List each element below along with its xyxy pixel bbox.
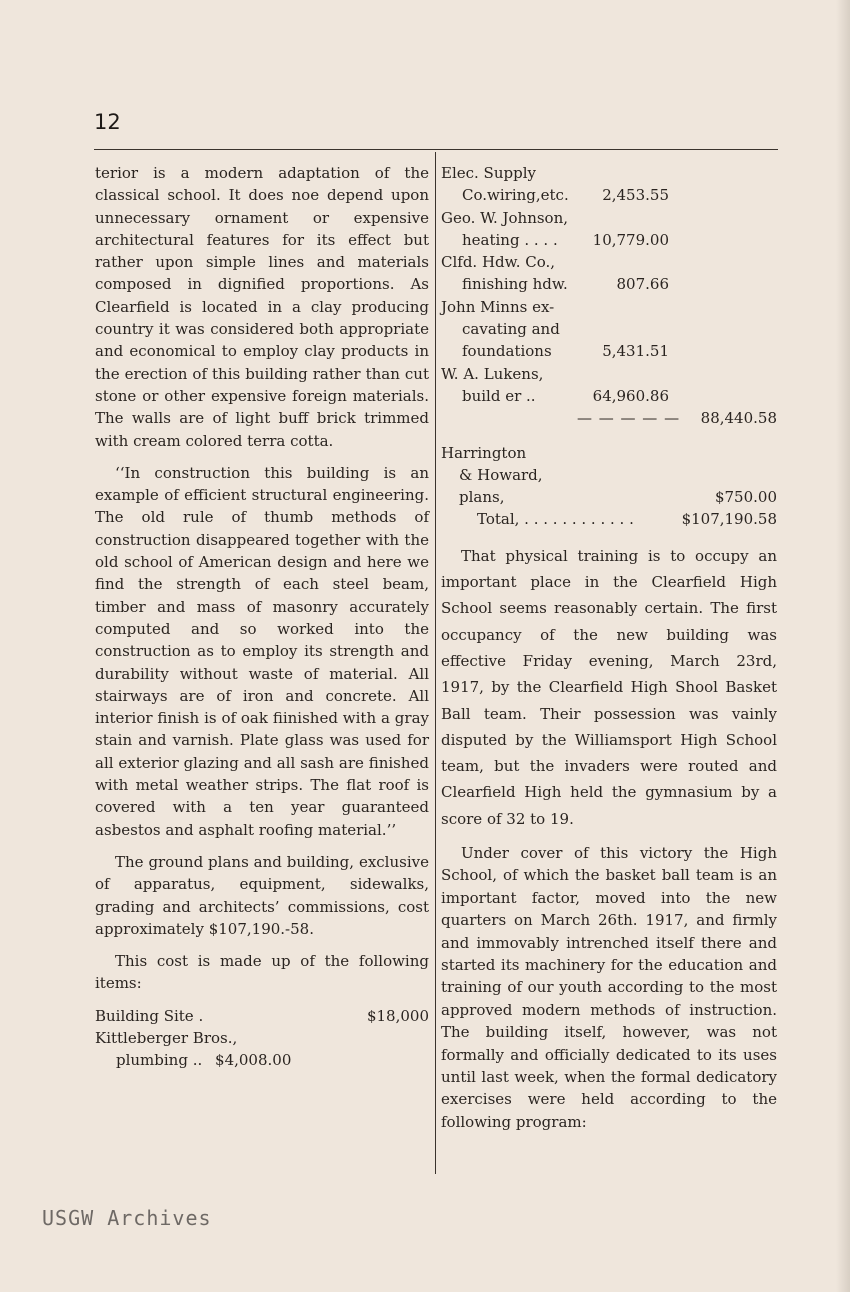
cost-item-amount: $4,008.00 [215, 1051, 292, 1070]
cost-item [95, 1005, 429, 1027]
ledger-row [441, 340, 669, 362]
ledger-amount: 807.66 [616, 275, 669, 294]
paragraph: This cost is made up of the following items: [95, 952, 429, 993]
total-row [441, 508, 777, 530]
ledger-label: finishing hdw. [462, 275, 568, 294]
ledger-line: cavating and [462, 320, 560, 339]
ledger-label: heating . . . . [462, 230, 558, 249]
paragraph: That physical training is to occupy an important place in the Clearfield High School seems reasonably certain. The first occupancy of the new building was effective Friday evening, March 23rd, 1917, by the Clearfield High Shool Basket Ball team. Their possession was vainly disputed by the Williamsport High School team, but the invaders were routed and Clearfield High held the gymnasium by a score of 32 to 19. [441, 546, 777, 828]
ledger-line: Geo. W. Johnson, [441, 208, 569, 227]
ledger-amount: 5,431.51 [602, 342, 669, 361]
cost-item-label: Kittleberger Bros., [95, 1028, 238, 1047]
left-column [95, 162, 429, 1072]
ledger-label: Co.wiring,etc. [462, 186, 569, 205]
ledger-line: & Howard, [459, 465, 543, 484]
ledger-row [441, 184, 669, 206]
page-edge-shadow [836, 0, 850, 1292]
paragraph: ‘‘In construction this building is an example of efficient structural engineering. The old rule of thumb methods of construction disappeared together with the old school of American design and here we find the strength of each steel beam, timber and mass of masonry accurately computed and so worked into the construction as to employ its strength and durability without waste of material. All stairways are of iron and concrete. All interior finish is of oak fiinished with a gray stain and varnish. Plate glass was used for all exterior glazing and all sash are finished with metal weather strips. The flat roof is covered with a ten year guaranteed asbestos and asphalt roofing material.’’ [95, 463, 429, 839]
page-number: 12 [94, 110, 121, 134]
cost-ledger [441, 162, 669, 407]
ledger-line: Clfd. Hdw. Co., [441, 253, 556, 272]
ledger-row [441, 229, 669, 251]
archive-watermark: USGW Archives [42, 1206, 212, 1230]
subtotal-row [441, 407, 777, 429]
subtotal-dashes: — — — — — [577, 409, 681, 428]
cost-item-amount: $18,000 [366, 1006, 429, 1025]
total-amount: $107,190.58 [681, 510, 777, 529]
column-divider [435, 152, 436, 1174]
cost-item [95, 1049, 429, 1071]
ledger-amount: $750.00 [714, 488, 777, 507]
harrington-item [441, 442, 777, 531]
ledger-row [441, 385, 669, 407]
header-rule [94, 149, 778, 150]
ledger-line: W. A. Lukens, [441, 364, 544, 383]
paragraph: The ground plans and building, exclusive of apparatus, equipment, sidewalks, grading and architects’ commissions, cost approximately $107,190.-58. [95, 852, 429, 938]
total-label: Total, . . . . . . . . . . . . [477, 510, 634, 529]
ledger-line: John Minns ex- [441, 297, 555, 316]
ledger-line: Elec. Supply [441, 164, 536, 182]
ledger-row [441, 273, 669, 295]
cost-item [95, 1027, 429, 1049]
paragraph: Under cover of this victory the High School, of which the basket ball team is an important factor, moved into the new quarters on March 26th. 1917, and firmly and immovably intrenched itself there and started its machinery for the education and training of our youth according to the most approved modern methods of instruction. The building itself, however, was not formally and officially dedicated to its uses until last week, when the formal dedicatory exercises were held according to the following program: [441, 844, 777, 1131]
ledger-label: build er .. [462, 386, 536, 405]
subtotal-amount: 88,440.58 [700, 409, 777, 428]
ledger-label: plans, [459, 488, 505, 507]
paragraph: terior is a modern adaptation of the classical school. It does noe depend upon unnecessary ornament or expensive architectural features for its effect but rather upon simple lines and materials composed in dignified proportions. As Clearfield is located in a clay producing country it was considered both appropriate and economical to employ clay products in the erection of this building rather than cut stone or other expensive foreign materials. The walls are of light buff brick trimmed with cream colored terra cotta. [95, 164, 429, 450]
right-column [441, 162, 777, 1133]
ledger-label: foundations [462, 342, 552, 361]
ledger-line: Harrington [441, 443, 527, 462]
ledger-amount: 10,779.00 [592, 230, 669, 249]
cost-item-label: Building Site . [95, 1006, 204, 1025]
ledger-row [441, 486, 777, 508]
cost-item-label: plumbing .. [116, 1051, 203, 1070]
ledger-amount: 2,453.55 [602, 186, 669, 205]
ledger-amount: 64,960.86 [592, 386, 669, 405]
